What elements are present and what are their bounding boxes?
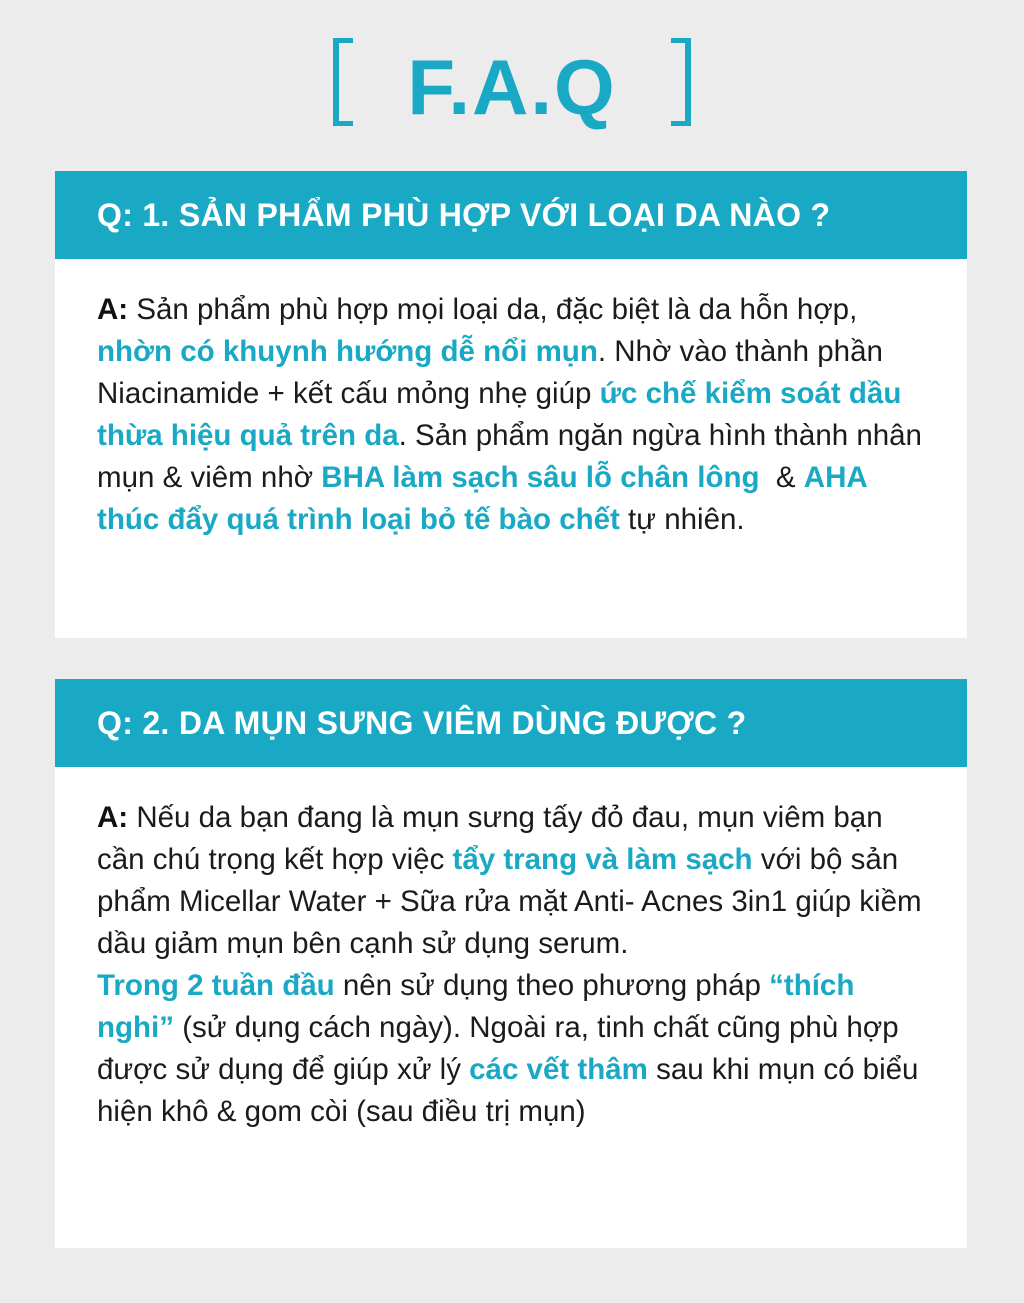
answer-1-highlight: ức chế kiểm soát dầu thừa hiệu quả trên da — [97, 377, 902, 452]
faq-item-1 — [55, 171, 967, 638]
question-2: Q: 2. DA MỤN SƯNG VIÊM DÙNG ĐƯỢC ? — [55, 679, 967, 767]
answer-1-highlight: AHA thúc đẩy quá trình loại bỏ tế bào chết — [97, 461, 867, 536]
answer-2-text: Nếu da bạn đang là mụn sưng tấy đỏ đau, mụn viêm bạn cần chú trọng kết hợp việc — [97, 801, 883, 876]
answer-label: A: — [97, 293, 129, 326]
answer-1-highlight: nhờn có khuynh hướng dễ nổi mụn — [97, 335, 598, 368]
question-1: Q: 1. SẢN PHẨM PHÙ HỢP VỚI LOẠI DA NÀO ? — [55, 171, 967, 259]
faq-title — [0, 30, 1024, 135]
faq-item-2 — [55, 679, 967, 1248]
faq-title-text: F.A.Q — [407, 43, 617, 131]
answer-1-text: & — [759, 461, 804, 494]
right-bracket-icon — [671, 38, 691, 126]
answer-2-text: (sử dụng cách ngày). Ngoài ra, tinh chất cũng phù hợp được sử dụng để giúp xử lý — [97, 1011, 899, 1086]
answer-2-highlight: các vết thâm — [469, 1053, 648, 1086]
answer-2-highlight: Trong 2 tuần đầu — [97, 969, 335, 1002]
answer-1-text: . Nhờ vào thành phần Niacinamide + kết cấu mỏng nhẹ giúp — [97, 335, 883, 410]
answer-1-text: Sản phẩm phù hợp mọi loại da, đặc biệt là da hỗn hợp, — [128, 293, 858, 326]
answer-1-highlight: BHA làm sạch sâu lỗ chân lông — [321, 461, 760, 494]
answer-2-highlight: tẩy trang và làm sạch — [452, 843, 753, 876]
answer-2 — [55, 767, 967, 1133]
answer-label: A: — [97, 801, 129, 834]
answer-2-text: nên sử dụng theo phương pháp — [334, 969, 770, 1002]
answer-1-text: . Sản phẩm ngăn ngừa hình thành nhân mụn & viêm nhờ — [97, 419, 922, 494]
answer-2-highlight: “thích nghi” — [97, 969, 855, 1044]
answer-2-text: với bộ sản phẩm Micellar Water + Sữa rửa mặt Anti- Acnes 3in1 giúp kiềm dầu giảm mụn bên cạnh sử dụng serum. — [97, 843, 922, 960]
answer-1-text: tự nhiên. — [619, 503, 745, 536]
answer-1 — [55, 259, 967, 541]
answer-2-text: sau khi mụn có biểu hiện khô & gom còi (sau điều trị mụn) — [97, 1053, 919, 1128]
